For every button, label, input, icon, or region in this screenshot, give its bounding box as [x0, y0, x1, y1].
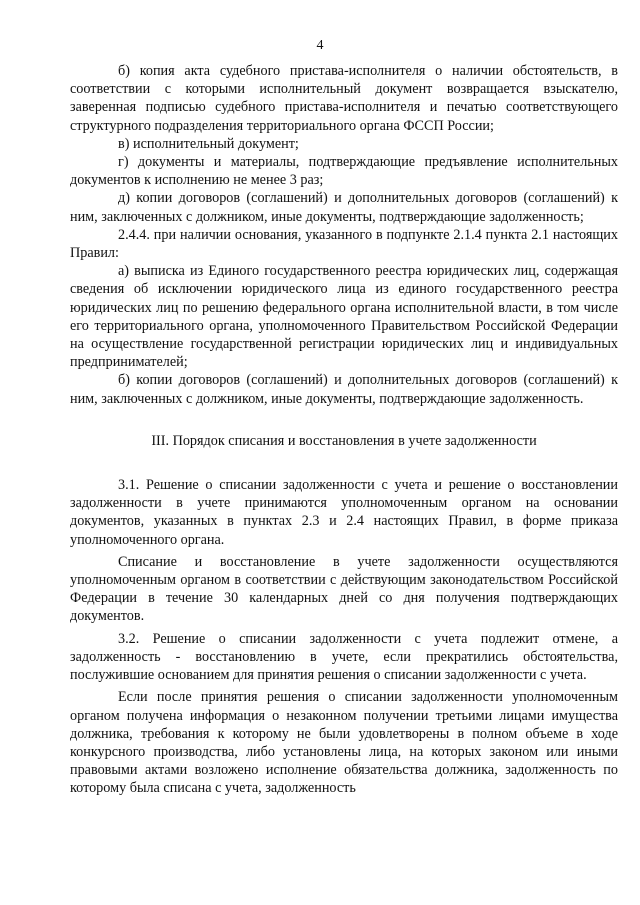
- paragraph-d-contracts: д) копии договоров (соглашений) и дополнительных договоров (соглашений) к ним, заключенных с должником, иные документы, подтверждающие задолженность;: [70, 190, 618, 225]
- paragraph-a-registry-extract: а) выписка из Единого государственного реестра юридических лиц, содержащая сведения об исключении юридического лица из единого государственного реестра юридических лиц по решению федерального органа исполнительной власти, в том числе его территориального органа, уполномоченного Правительством Российской Федерации на осуществление государственной регистрации юридических лиц и индивидуальных предпринимателей;: [70, 263, 618, 371]
- paragraph-3-1: 3.1. Решение о списании задолженности с учета и решение о восстановлении задолженности в учете принимаются уполномоченным органом на основании документов, указанных в пунктах 2.3 и 2.4 настоящих Правил, в форме приказа уполномоченного органа.: [70, 477, 618, 548]
- document-body: [70, 62, 618, 798]
- page-number: 4: [316, 38, 324, 53]
- paragraph-2-4-4: 2.4.4. при наличии основания, указанного в подпункте 2.1.4 пункта 2.1 настоящих Правил:: [70, 226, 618, 262]
- paragraph-v-exec-document: в) исполнительный документ;: [118, 135, 299, 152]
- paragraph-g-documents: г) документы и материалы, подтверждающие предъявление исполнительных документов к исполнению не менее 3 раз;: [70, 154, 618, 189]
- paragraph-after-decision: Если после принятия решения о списании задолженности уполномоченным органом получена информация о незаконном получении третьими лицами имущества должника, требования к которому не были удовлетворены в полном объеме в ходе конкурсного производства, либо установлены лица, на которых законом или иными правовыми актами возложено исполнение обязательства должника, задолженность по которому была списана с учета, задолженность: [70, 689, 618, 797]
- paragraph-b-copy-act: б) копия акта судебного пристава-исполнителя о наличии обстоятельств, в соответствии с которыми исполнительный документ возвращается взыскателю, заверенная подписью судебного пристава-исполнителя и печатью соответствующего структурного подразделения территориального органа ФССП России;: [70, 63, 618, 134]
- paragraph-3-2: 3.2. Решение о списании задолженности с учета подлежит отмене, а задолженность - восстановлению в учете, если прекратились обстоятельства, послужившие основанием для принятия решения о списании задолженности с учета.: [70, 630, 618, 684]
- paragraph-writeoff-terms: Списание и восстановление в учете задолженности осуществляются уполномоченным органом в соответствии с действующим законодательством Российской Федерации в течение 30 календарных дней со дня получения подтверждающих документов.: [70, 553, 618, 625]
- paragraph-b-contracts: б) копии договоров (соглашений) и дополнительных договоров (соглашений) к ним, заключенных с должником, иные документы, подтверждающие задолженность.: [70, 372, 618, 407]
- section-heading: III. Порядок списания и восстановления в учете задолженности: [151, 432, 537, 449]
